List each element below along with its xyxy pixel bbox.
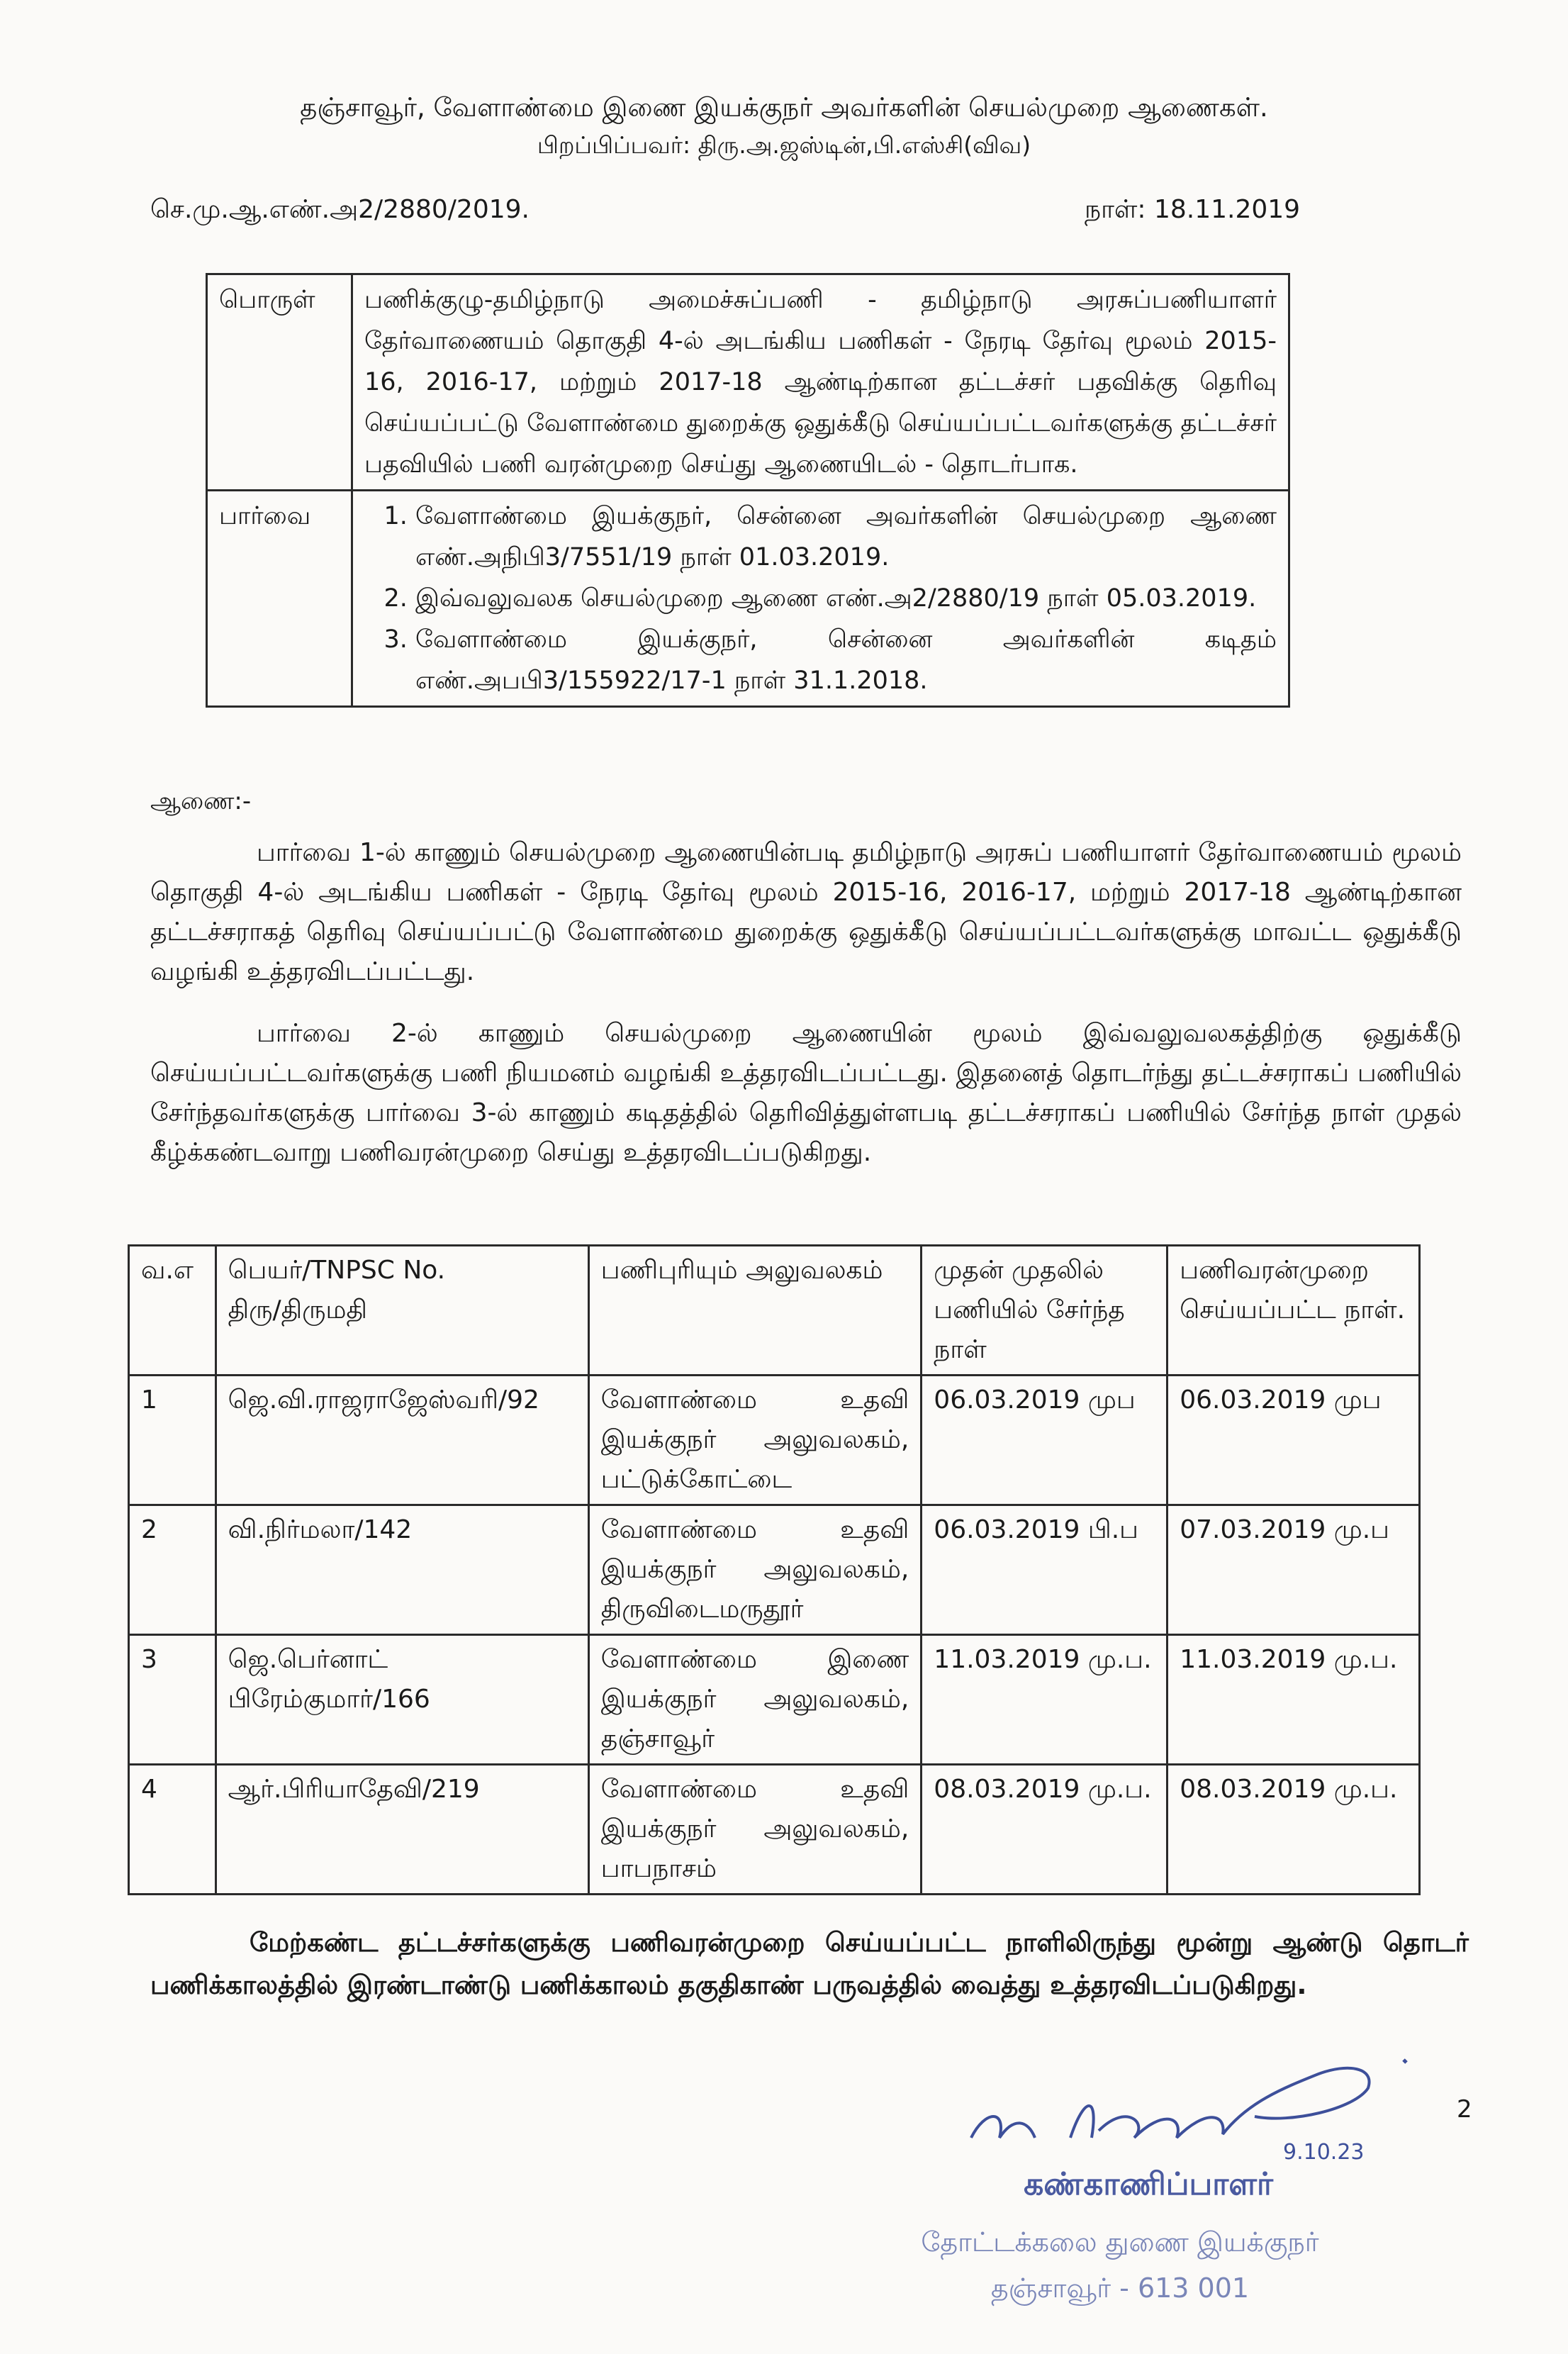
- subject-text: பணிக்குழு-தமிழ்நாடு அமைச்சுப்பணி - தமிழ்நாடு அரசுப்பணியாளர் தேர்வாணையம் தொகுதி 4-ல் அடங்கிய பணிகள் - நேரடி தேர்வு மூலம் 2015-16, 2016-17, மற்றும் 2017-18 ஆண்டிற்கான தட்டச்சர் பதவிக்கு தெரிவு செய்யப்பட்டு வேளாண்மை துறைக்கு ஒதுக்கீடு செய்யப்பட்டவர்களுக்கு தட்டச்சர் பதவியில் பணி வரன்முறை செய்து ஆணையிடல் - தொடர்பாக.: [352, 274, 1289, 491]
- table-row: [129, 1376, 1420, 1505]
- cell-regularised: 11.03.2019 மு.ப.: [1167, 1635, 1420, 1765]
- page-number: 2: [1457, 2095, 1472, 2124]
- cell-regularised: 08.03.2019 மு.ப.: [1167, 1765, 1420, 1895]
- cell-name: வி.நிர்மலா/142: [215, 1505, 588, 1635]
- references-label: பார்வை: [207, 491, 352, 707]
- references-cell: [352, 491, 1289, 707]
- reference-item: 3. வேளாண்மை இயக்குநர், சென்னை அவர்களின் கடிதம் எண்.அபபி3/155922/17-1 நாள் 31.1.2018.: [415, 619, 1277, 701]
- header-name: [215, 1246, 588, 1376]
- header-name-line1: பெயர்/TNPSC No.: [228, 1256, 446, 1285]
- table-header-row: [129, 1246, 1420, 1376]
- cell-office: வேளாண்மை இணை இயக்குநர் அலுவலகம், தஞ்சாவூர்: [588, 1635, 922, 1765]
- order-label: ஆணை:-: [150, 787, 252, 815]
- header-name-line2: திரு/திருமதி: [228, 1295, 367, 1324]
- cell-joined: 06.03.2019 பி.ப: [922, 1505, 1167, 1635]
- cell-regularised: 07.03.2019 மு.ப: [1167, 1505, 1420, 1635]
- cell-name: ஜெ.பெர்னாட் பிரேம்குமார்/166: [215, 1635, 588, 1765]
- header-sno: வ.எ: [129, 1246, 216, 1376]
- header-regularised: பணிவரன்முறை செய்யப்பட்ட நாள்.: [1167, 1246, 1420, 1376]
- staff-table: [128, 1244, 1421, 1895]
- cell-name: ஆர்.பிரியாதேவி/219: [215, 1765, 588, 1895]
- references-list: [364, 496, 1277, 701]
- cell-office: வேளாண்மை உதவி இயக்குநர் அலுவலகம், பட்டுக்கோட்டை: [588, 1376, 922, 1505]
- reference-item: 2. இவ்வலுவலக செயல்முறை ஆணை எண்.அ2/2880/19 நாள் 05.03.2019.: [415, 578, 1277, 619]
- table-row: [129, 1765, 1420, 1895]
- order-date: நாள்: 18.11.2019: [1085, 195, 1301, 224]
- cell-name: ஜெ.வி.ராஜராஜேஸ்வரி/92: [215, 1376, 588, 1505]
- cell-office: வேளாண்மை உதவி இயக்குநர் அலுவலகம், பாபநாசம்: [588, 1765, 922, 1895]
- order-paragraph-3: மேற்கண்ட தட்டச்சர்களுக்கு பணிவரன்முறை செய்யப்பட்ட நாளிலிருந்து மூன்று ஆண்டு தொடர் பணிக்காலத்தில் இரண்டாண்டு பணிக்காலம் தகுதிகாண் பருவத்தில் வைத்து உத்தரவிடப்படுகிறது.: [150, 1927, 1469, 2000]
- order-paragraph-2: பார்வை 2-ல் காணும் செயல்முறை ஆணையின் மூலம் இவ்வலுவலகத்திற்கு ஒதுக்கீடு செய்யப்பட்டவர்களுக்கு பணி நியமனம் வழங்கி உத்தரவிடப்பட்டது. இதனைத் தொடர்ந்து தட்டச்சராகப் பணியில் சேர்ந்தவர்களுக்கு பார்வை 3-ல் காணும் கடிதத்தில் தெரிவித்துள்ளபடி தட்டச்சராகப் பணியில் சேர்ந்த நாள் முதல் கீழ்க்கண்டவாறு பணிவரன்முறை செய்து உத்தரவிடப்படுகிறது.: [150, 1019, 1462, 1167]
- cell-regularised: 06.03.2019 முப: [1167, 1376, 1420, 1505]
- reference-number: செ.மு.ஆ.எண்.அ2/2880/2019.: [150, 195, 530, 224]
- reference-item: 1. வேளாண்மை இயக்குநர், சென்னை அவர்களின் செயல்முறை ஆணை எண்.அநிபி3/7551/19 நாள் 01.03.2019.: [415, 496, 1277, 578]
- cell-sno: 1: [129, 1376, 216, 1505]
- stamp-designation: தோட்டக்கலை துணை இயக்குநர்: [921, 2226, 1319, 2258]
- cell-sno: 2: [129, 1505, 216, 1635]
- cell-joined: 06.03.2019 முப: [922, 1376, 1167, 1505]
- office-title: தஞ்சாவூர், வேளாண்மை இணை இயக்குநர் அவர்களின் செயல்முறை ஆணைகள்.: [300, 92, 1268, 123]
- issuer-line: பிறப்பிப்பவர்: திரு.அ.ஜஸ்டின்,பி.எஸ்சி(விவ): [537, 131, 1031, 159]
- table-row: [129, 1635, 1420, 1765]
- header-office: பணிபுரியும் அலுவலகம்: [588, 1246, 922, 1376]
- subject-label: பொருள்: [207, 274, 352, 491]
- signature-date: 9.10.23: [1283, 2140, 1365, 2165]
- cell-sno: 4: [129, 1765, 216, 1895]
- signature: [950, 2031, 1432, 2173]
- cell-office: வேளாண்மை உதவி இயக்குநர் அலுவலகம், திருவிடைமருதூர்: [588, 1505, 922, 1635]
- cell-sno: 3: [129, 1635, 216, 1765]
- stamp-address: தஞ்சாவூர் - 613 001: [990, 2272, 1250, 2304]
- table-row: [129, 1505, 1420, 1635]
- cell-joined: 11.03.2019 மு.ப.: [922, 1635, 1167, 1765]
- subject-box: [206, 273, 1290, 708]
- cell-joined: 08.03.2019 மு.ப.: [922, 1765, 1167, 1895]
- order-paragraph-1: பார்வை 1-ல் காணும் செயல்முறை ஆணையின்படி தமிழ்நாடு அரசுப் பணியாளர் தேர்வாணையம் மூலம் தொகுதி 4-ல் அடங்கிய பணிகள் - நேரடி தேர்வு மூலம் 2015-16, 2016-17, மற்றும் 2017-18 ஆண்டிற்கான தட்டச்சராகத் தெரிவு செய்யப்பட்டு வேளாண்மை துறைக்கு ஒதுக்கீடு செய்யப்பட்டவர்களுக்கு மாவட்ட ஒதுக்கீடு வழங்கி உத்தரவிடப்பட்டது.: [150, 838, 1462, 986]
- header-joined: முதன் முதலில் பணியில் சேர்ந்த நாள்: [922, 1246, 1167, 1376]
- signatory-title: கண்காணிப்பாளர்: [1024, 2166, 1273, 2202]
